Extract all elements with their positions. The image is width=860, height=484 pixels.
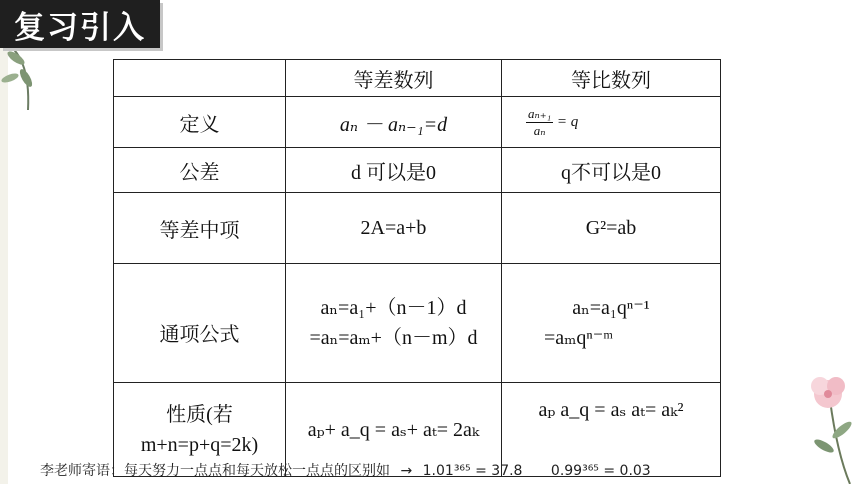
general-formula-arithmetic <box>286 264 502 383</box>
middle-term-geometric: G²=ab <box>502 193 721 264</box>
general-formula-geometric <box>502 264 721 383</box>
arrow-icon: → <box>400 463 413 479</box>
section-title: 复习引入 <box>0 0 160 48</box>
row-label-general-formula: 通项公式 <box>114 264 286 383</box>
property-label-line: 性质(若 <box>166 403 233 426</box>
formula-line: =aₘqⁿ⁻ᵐ <box>544 327 614 349</box>
flower-decoration-icon <box>790 360 860 484</box>
row-label-difference: 公差 <box>114 148 286 193</box>
decay-formula: 0.99³⁶⁵ = 0.03 <box>550 463 651 479</box>
table-row-difference <box>114 148 721 193</box>
definition-geometric <box>502 97 721 148</box>
property-geometric: aₚ a_q = aₛ aₜ= aₖ² <box>502 383 721 477</box>
difference-arithmetic: d 可以是0 <box>286 148 502 193</box>
formula-line: aₙ=a₁qⁿ⁻¹ <box>572 297 650 319</box>
header-blank-cell <box>114 60 286 97</box>
header-arithmetic: 等差数列 <box>286 60 502 97</box>
table-header-row <box>114 60 721 97</box>
table-row-definition <box>114 97 721 148</box>
property-arithmetic: aₚ+ a_q = aₛ+ aₜ= 2aₖ <box>286 383 502 477</box>
fraction-numerator: aₙ₊₁ <box>528 105 552 121</box>
fraction-denominator: aₙ <box>533 122 546 138</box>
definition-arithmetic: aₙ － aₙ₋₁=d <box>286 97 502 148</box>
row-label-middle-term: 等差中项 <box>114 193 286 264</box>
footer-motto <box>40 460 657 480</box>
ratio-fraction <box>526 106 553 139</box>
table-row-general-formula <box>114 264 721 383</box>
fraction-rhs: = q <box>556 113 579 130</box>
formula-line: =aₙ=aₘ+（n－m）d <box>309 327 478 349</box>
table-row-middle-term <box>114 193 721 264</box>
difference-geometric: q不可以是0 <box>502 148 721 193</box>
property-label-line: m+n=p+q=2k) <box>140 433 259 456</box>
comparison-table <box>113 59 721 477</box>
motto-text: 李老师寄语：每天努力一点点和每天放松一点点的区别如 <box>40 463 390 479</box>
formula-line: aₙ=a₁+（n－1）d <box>320 297 467 319</box>
header-geometric: 等比数列 <box>502 60 721 97</box>
middle-term-arithmetic: 2A=a+b <box>286 193 502 264</box>
growth-formula: 1.01³⁶⁵ = 37.8 <box>422 463 523 479</box>
row-label-definition: 定义 <box>114 97 286 148</box>
